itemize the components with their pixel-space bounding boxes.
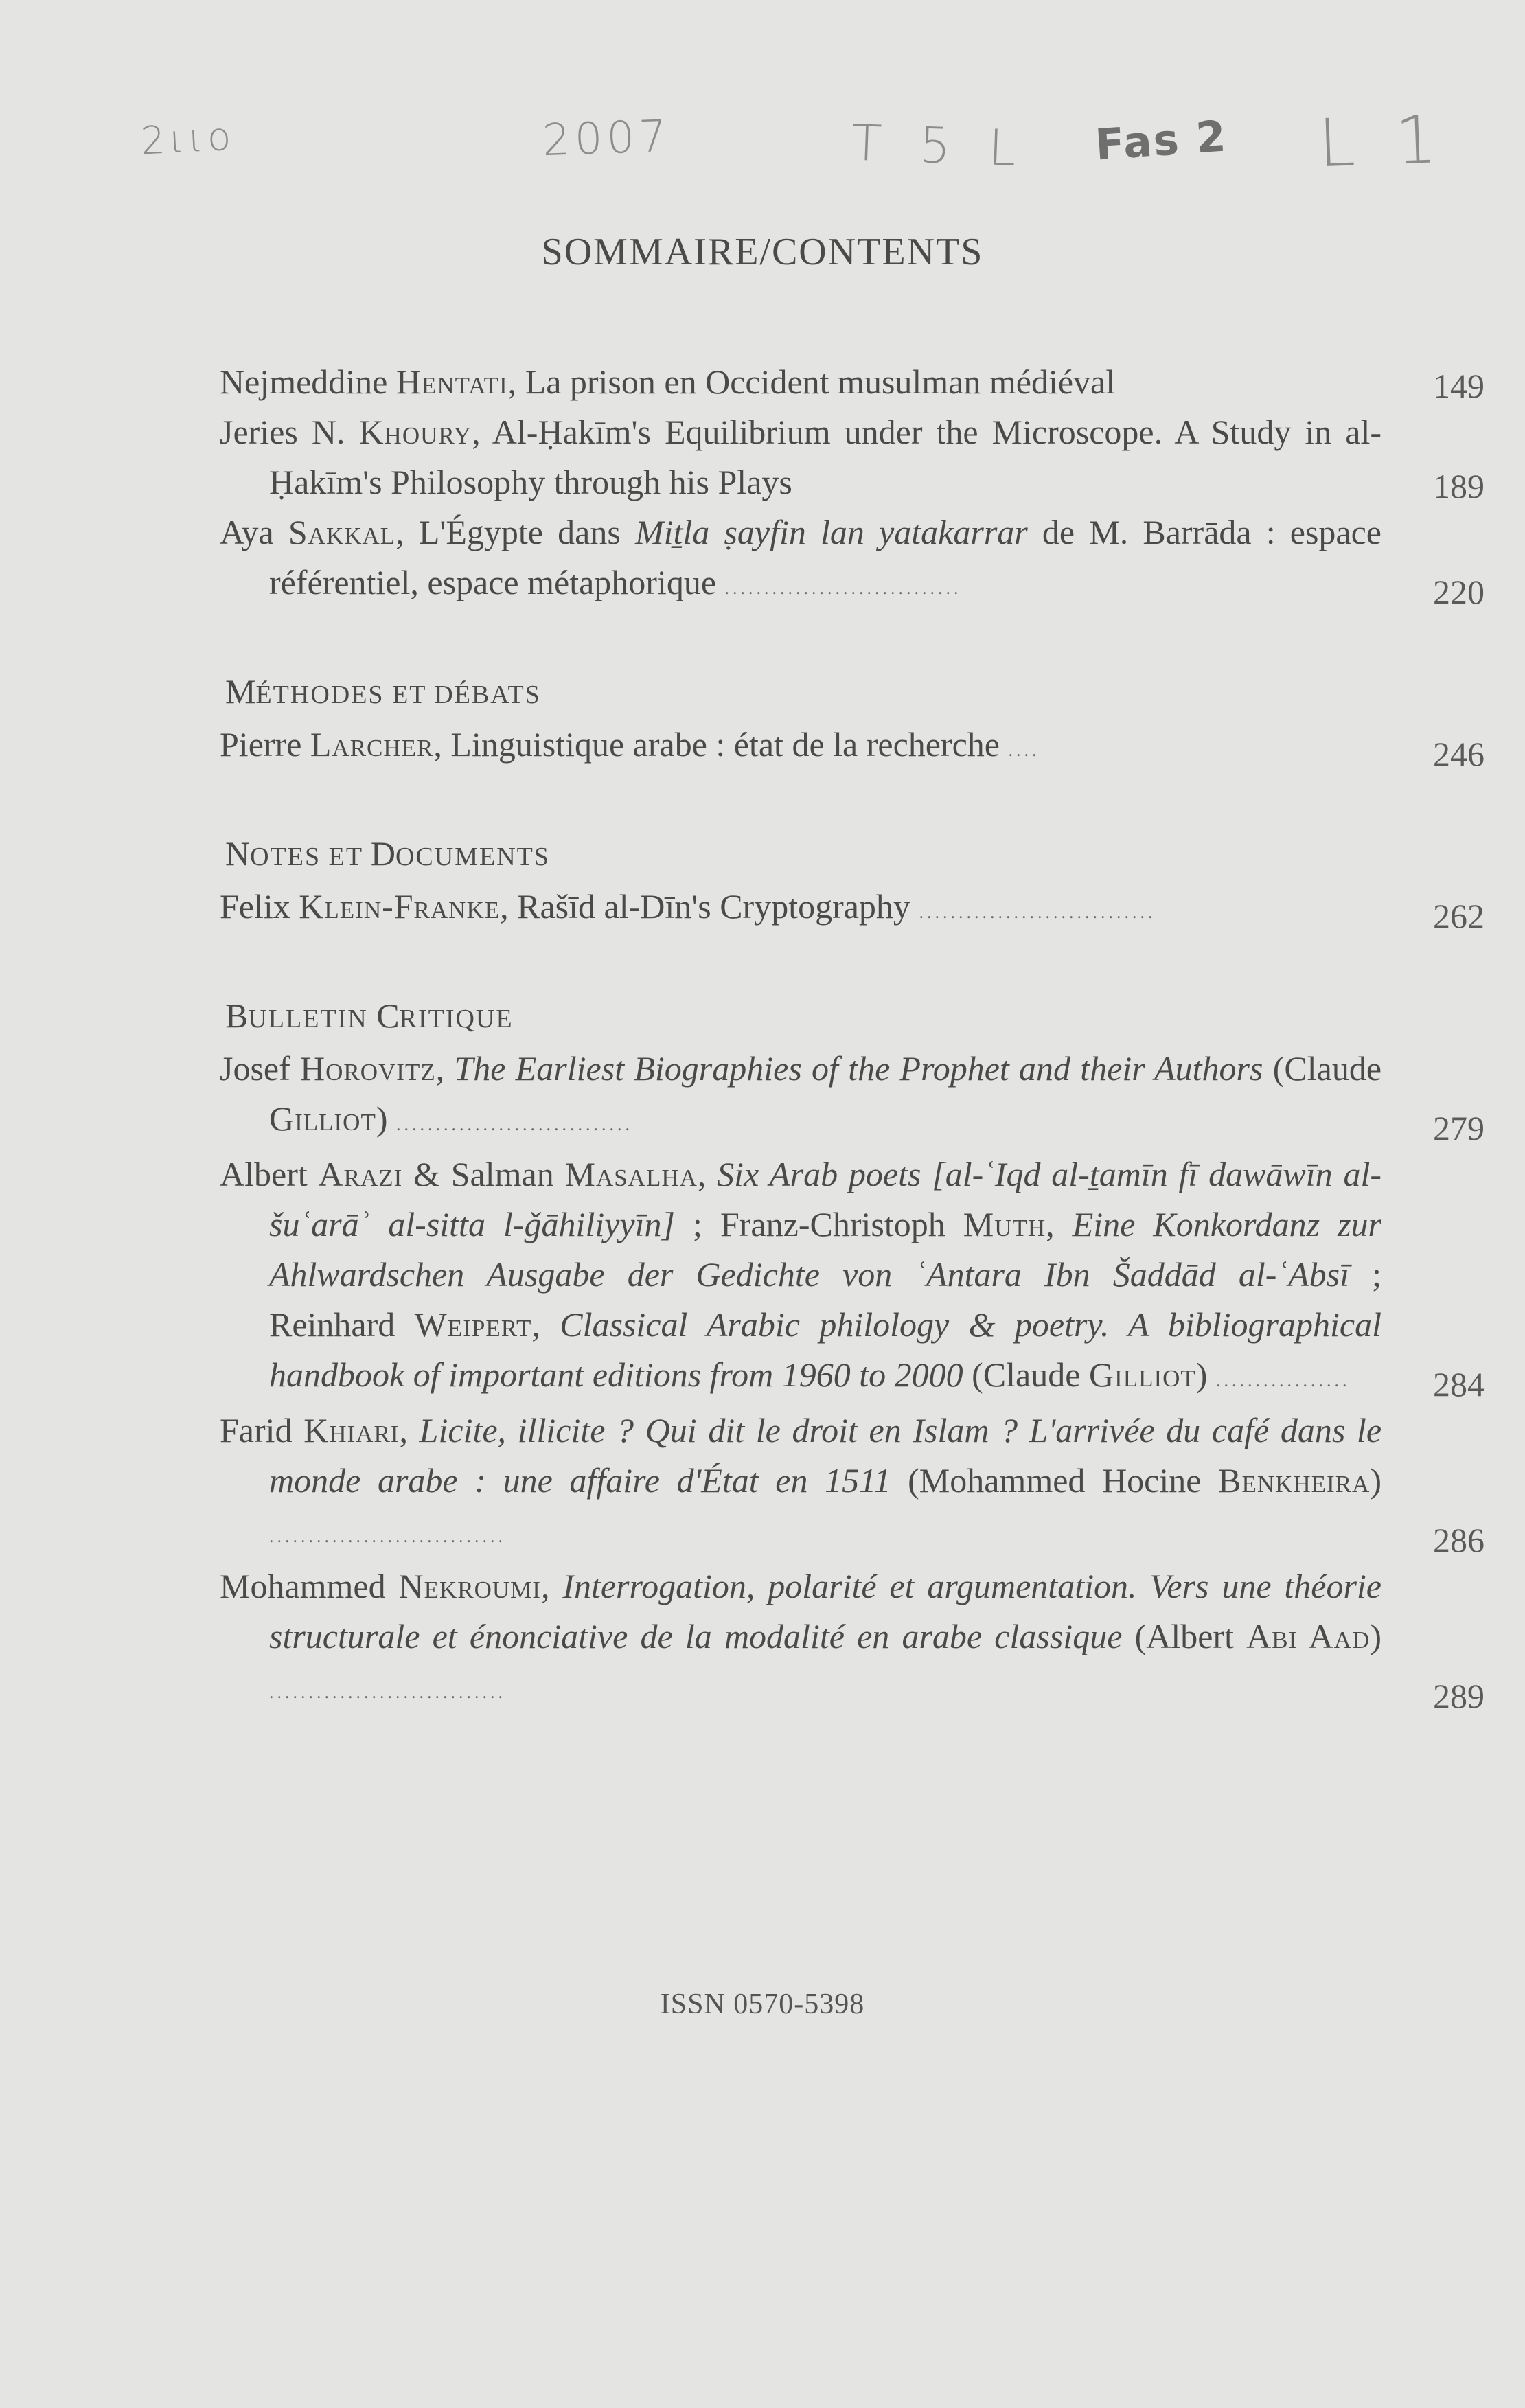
section-title-initial: C xyxy=(376,996,400,1035)
entry-title: , Rašīd al-Dīn's Cryptography xyxy=(500,887,910,926)
toc-entry xyxy=(220,407,1484,507)
section-title-rest: OCUMENTS xyxy=(395,842,550,871)
section-title-rest: ULLETIN xyxy=(248,1005,368,1033)
separator: ; Franz-Christoph xyxy=(674,1205,963,1243)
handwritten-mark: Fas 2 xyxy=(1093,111,1229,170)
section-articles xyxy=(220,357,1484,613)
toc-entry xyxy=(220,1044,1484,1149)
page-number: 286 xyxy=(1433,1521,1484,1559)
leader-dots: .............................. xyxy=(269,1526,506,1546)
contents-heading: SOMMAIRE/CONTENTS xyxy=(541,231,984,273)
author-last-name: Weipert xyxy=(414,1305,532,1344)
section-title-rest: RITIQUE xyxy=(399,1005,514,1033)
author-first-name: Josef xyxy=(220,1049,301,1088)
separator: , xyxy=(435,1049,455,1088)
section-title xyxy=(225,667,1435,720)
reviewer-first-name: (Albert xyxy=(1122,1617,1247,1655)
reviewer-last-name: Gilliot xyxy=(1088,1355,1196,1394)
author-last-name: Arazi xyxy=(318,1155,403,1193)
author-first-name: Felix xyxy=(220,887,299,926)
handwritten-marks xyxy=(0,100,1525,183)
author-last-name: Khoury xyxy=(358,413,472,451)
handwritten-mark: T 5 L xyxy=(850,113,1029,178)
author-last-name: Muth xyxy=(963,1205,1046,1243)
leader-dots: .... xyxy=(1008,740,1040,760)
section-title-rest: ET xyxy=(321,842,371,871)
page-number: 149 xyxy=(1433,367,1484,405)
toc-entry xyxy=(220,1561,1484,1717)
table-of-contents xyxy=(220,357,1484,1771)
leader-dots: .............................. xyxy=(724,578,962,598)
separator: ) xyxy=(1195,1355,1208,1394)
entry-title-italic: Licite, illicite ? Qui dit le droit en Islam ? L'arrivée du café dans le monde arabe : une affaire d'État en 1511 xyxy=(269,1411,1382,1500)
separator: ) xyxy=(1370,1461,1381,1500)
reviewer-last-name: Benkheira xyxy=(1218,1461,1371,1500)
handwritten-mark: L 1 xyxy=(1317,100,1448,183)
author-last-name: Sakkal xyxy=(288,513,396,551)
leader-dots: ................. xyxy=(1215,1371,1351,1390)
section-title-initial: D xyxy=(370,834,395,873)
handwritten-mark: 2007 xyxy=(541,111,672,167)
section-title xyxy=(225,991,1435,1044)
entry-title: , Al-Ḥakīm's Equilibrium under the Microscope. A Study in al-Ḥakīm's Philosophy through his Plays xyxy=(269,413,1381,501)
entry-title-italic: Eine Konkordanz zur Ahlwardschen Ausgabe der Gedichte von ʿAntara Ibn Šaddād al-ʿAbsī xyxy=(269,1205,1381,1294)
toc-entry xyxy=(220,1149,1484,1406)
author-last-name: Khiari xyxy=(303,1411,400,1449)
section-title-initial: B xyxy=(225,996,249,1035)
toc-entry xyxy=(220,882,1484,937)
separator: , xyxy=(540,1567,563,1605)
author-first-name: Albert xyxy=(220,1155,319,1193)
reviewer-first-name: (Mohammed Hocine xyxy=(891,1461,1219,1500)
section-title-initial: M xyxy=(225,672,256,711)
entry-title: , Linguistique arabe : état de la recherche xyxy=(433,725,1000,764)
reviewer-last-name: Gilliot xyxy=(269,1099,376,1138)
separator: , xyxy=(531,1305,560,1344)
author-first-name: Mohammed xyxy=(220,1567,399,1605)
entry-title: , La prison en Occident musulman médiéval xyxy=(507,363,1116,401)
author-last-name: Horovitz xyxy=(300,1049,436,1088)
entry-title-italic: Miṯla ṣayfin lan yatakarrar xyxy=(634,513,1028,551)
separator: , xyxy=(697,1155,718,1193)
toc-entry xyxy=(220,1406,1484,1561)
entry-title-italic: Interrogation, polarité et argumentation. Vers une théorie structurale et énonciative de la modalité en arabe classique xyxy=(269,1567,1381,1655)
toc-entry xyxy=(220,720,1484,775)
page-number: 279 xyxy=(1433,1109,1484,1147)
page-number: 262 xyxy=(1433,897,1484,935)
reviewer-last-name: Abi Aad xyxy=(1246,1617,1371,1655)
separator: ; Reinhard xyxy=(269,1255,1381,1344)
page-number: 220 xyxy=(1433,573,1484,611)
entry-title: , L'Égypte dans xyxy=(395,513,635,551)
author-last-name: Hentati xyxy=(395,363,508,401)
separator: , xyxy=(399,1411,420,1449)
author-first-name: Farid xyxy=(220,1411,304,1449)
section-title xyxy=(225,829,1435,882)
reviewer-first-name: (Claude xyxy=(963,1355,1089,1394)
author-first-name: Aya xyxy=(220,513,288,551)
author-last-name: Nekroumi xyxy=(398,1567,541,1605)
leader-dots: .............................. xyxy=(919,902,1156,922)
author-first-name: Jeries N. xyxy=(220,413,359,451)
page-number: 289 xyxy=(1433,1677,1484,1715)
page-number: 246 xyxy=(1433,735,1484,773)
section-methodes xyxy=(220,667,1484,775)
section-title-rest: ÉTHODES ET DÉBATS xyxy=(255,680,541,709)
section-title-initial: N xyxy=(225,834,251,873)
author-first-name: Nejmeddine xyxy=(220,363,396,401)
page-number: 189 xyxy=(1433,467,1484,505)
handwritten-mark: 2ɩɩo xyxy=(139,114,236,164)
reviewer-first-name: (Claude xyxy=(1263,1049,1382,1088)
author-last-name: Klein-Franke xyxy=(299,887,501,926)
toc-entry xyxy=(220,507,1484,613)
entry-title: de M. Barrāda : espace référentiel, espace métaphorique xyxy=(269,513,1381,601)
separator: ) xyxy=(376,1099,388,1138)
entry-title-italic: The Earliest Biographies of the Prophet and their Authors xyxy=(454,1049,1263,1088)
separator: & Salman xyxy=(402,1155,565,1193)
separator: , xyxy=(1046,1205,1073,1243)
section-notes xyxy=(220,829,1484,937)
issn-number: ISSN 0570-5398 xyxy=(660,1988,865,2020)
author-last-name: Masalha xyxy=(564,1155,698,1193)
section-bulletin xyxy=(220,991,1484,1717)
separator: ) xyxy=(1370,1617,1382,1655)
section-title-rest: OTES xyxy=(250,842,321,871)
author-last-name: Larcher xyxy=(310,725,434,764)
toc-entry xyxy=(220,357,1484,407)
entry-title-italic: Six Arab poets [al-ʿIqd al-ṯamīn fī dawāwīn al-šuʿarāʾ al-sitta l-ǧāhiliyyīn] xyxy=(269,1155,1381,1243)
entry-title-italic: Classical Arabic philology & poetry. A bibliographical handbook of important editions from 1960 to 2000 xyxy=(269,1305,1381,1394)
author-first-name: Pierre xyxy=(220,725,310,764)
page-number: 284 xyxy=(1433,1365,1484,1403)
leader-dots: .............................. xyxy=(269,1682,506,1702)
leader-dots: .............................. xyxy=(396,1114,633,1134)
